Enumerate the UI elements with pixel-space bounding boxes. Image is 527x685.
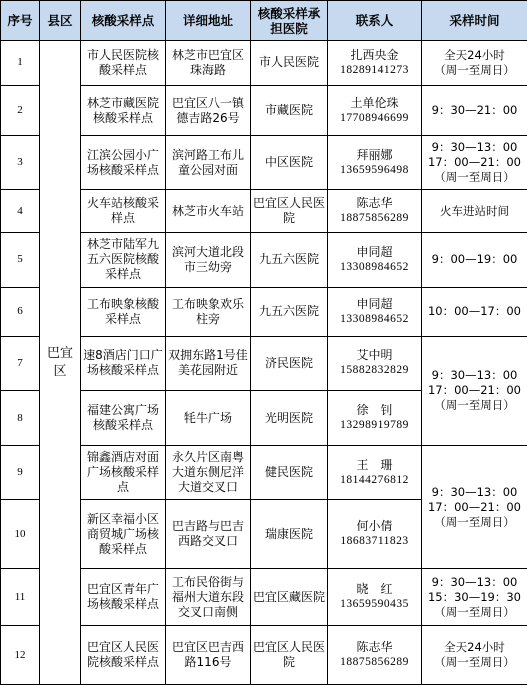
time-cell	[422, 446, 527, 569]
contact-cell	[328, 287, 422, 336]
contact-phone: 13298919789	[340, 419, 409, 432]
address-cell: 巴宜区八一镇德吉路26号	[166, 85, 251, 136]
contact-phone: 13308984652	[340, 260, 409, 273]
time-cell: 9：30—21：00	[422, 85, 527, 136]
address-cell: 工布民俗街与福州大道东段交叉口南侧	[166, 569, 251, 626]
row-idx: 12	[1, 626, 40, 685]
header-contact: 联系人	[328, 1, 422, 41]
contact-cell	[328, 190, 422, 233]
time-line: 9：30—13：00	[431, 368, 518, 383]
site-cell: 福建公寓广场核酸采样点	[81, 391, 166, 446]
header-county: 县区	[40, 1, 81, 41]
address-cell: 滨河大道北段市三幼旁	[166, 232, 251, 287]
time-line: （周一至周日）	[434, 655, 515, 669]
time-cell	[422, 136, 527, 190]
contact-phone: 18875856289	[340, 656, 409, 668]
row-idx: 4	[1, 190, 40, 233]
row-idx: 5	[1, 232, 40, 287]
address-cell: 永久片区南粤大道东侧尼洋大道交叉口	[166, 446, 251, 500]
hospital-cell: 巴宜区藏医院	[251, 569, 328, 626]
contact-cell	[328, 626, 422, 685]
site-cell: 火车站核酸采样点	[81, 190, 166, 233]
site-cell: 工布映象核酸采样点	[81, 287, 166, 336]
hospital-cell: 中区医院	[251, 136, 328, 190]
time-line: 9：30—13：00	[431, 140, 518, 155]
time-line: 17：00—21：00	[427, 383, 522, 398]
site-cell: 新区幸福小区商贸城广场核酸采样点	[81, 500, 166, 569]
hospital-cell: 济民医院	[251, 336, 328, 391]
time-line: 15：30—19：30	[427, 589, 522, 604]
site-cell: 林芝市藏医院核酸采样点	[81, 85, 166, 136]
time-line: （周一至周日）	[434, 170, 515, 185]
hospital-cell: 光明医院	[251, 391, 328, 446]
header-idx: 序号	[1, 1, 40, 41]
contact-name: 何小倩	[356, 519, 393, 534]
contact-phone: 13659590435	[340, 598, 409, 611]
address-cell: 巴宜区巴吉西路116号	[166, 626, 251, 685]
hospital-cell: 市人民医院	[251, 41, 328, 86]
time-cell	[422, 41, 527, 86]
time-cell: 9：00—19：00	[422, 232, 527, 287]
contact-name: 拜丽娜	[356, 147, 393, 162]
time-line: 全天24小时	[444, 640, 505, 654]
contact-name: 陈志华	[356, 640, 393, 654]
row-idx: 11	[1, 569, 40, 626]
site-cell: 林芝市陆军九五六医院核酸采样点	[81, 232, 166, 287]
address-cell: 滨河路工布儿童公园对面	[166, 136, 251, 190]
time-line: （周一至周日）	[434, 514, 515, 529]
contact-name: 扎西央金	[350, 47, 399, 62]
time-line: 17：00—21：00	[427, 499, 522, 514]
contact-phone: 18875856289	[340, 212, 409, 225]
header-time: 采样时间	[422, 1, 527, 41]
time-cell	[422, 336, 527, 446]
time-line: 9：30—13：00	[431, 484, 518, 499]
time-line: （周一至周日）	[434, 398, 515, 413]
address-cell: 工布映象欢乐柱旁	[166, 287, 251, 336]
address-cell: 巴吉路与巴吉西路交叉口	[166, 500, 251, 569]
contact-name: 晓 红	[356, 582, 393, 597]
hospital-cell: 市藏医院	[251, 85, 328, 136]
header-site: 核酸采样点	[81, 1, 166, 41]
address-cell: 林芝市巴宜区珠海路	[166, 41, 251, 86]
site-cell: 锦鑫酒店对面广场核酸采样点	[81, 446, 166, 500]
contact-cell	[328, 232, 422, 287]
contact-phone: 17708946699	[340, 111, 409, 124]
county-cell: 巴宜区	[40, 41, 81, 685]
header-hospital: 核酸采样承担医院	[251, 1, 328, 41]
contact-phone: 18683711823	[340, 535, 409, 548]
row-idx: 7	[1, 336, 40, 391]
contact-cell	[328, 85, 422, 136]
address-cell: 双拥东路1号佳美花园附近	[166, 336, 251, 391]
time-line: （周一至周日）	[434, 604, 515, 619]
time-cell	[422, 569, 527, 626]
address-cell: 林芝市火车站	[166, 190, 251, 233]
hospital-cell: 健民医院	[251, 446, 328, 500]
contact-cell	[328, 569, 422, 626]
contact-name: 土单伦珠	[350, 95, 399, 110]
row-idx: 3	[1, 136, 40, 190]
contact-phone: 13308984652	[340, 312, 409, 325]
row-idx: 9	[1, 446, 40, 500]
time-line: 全天24小时	[444, 47, 505, 62]
row-idx: 6	[1, 287, 40, 336]
contact-cell	[328, 500, 422, 569]
row-idx: 8	[1, 391, 40, 446]
contact-cell	[328, 446, 422, 500]
header-address: 详细地址	[166, 1, 251, 41]
site-cell: 速8酒店门口广场核酸采样点	[81, 336, 166, 391]
row-idx: 1	[1, 41, 40, 86]
time-cell: 10：00—17：00	[422, 287, 527, 336]
contact-phone: 15882832829	[340, 364, 409, 377]
site-cell: 巴宜区青年广场核酸采样点	[81, 569, 166, 626]
contact-name: 艾中明	[356, 348, 393, 363]
time-line: 9：30—13：00	[431, 574, 518, 589]
site-cell: 市人民医院核酸采样点	[81, 41, 166, 86]
contact-phone: 18144276812	[340, 473, 409, 486]
contact-name: 陈志华	[356, 196, 393, 211]
row-idx: 2	[1, 85, 40, 136]
hospital-cell: 巴宜区人民医院	[251, 626, 328, 685]
contact-cell	[328, 336, 422, 391]
hospital-cell: 九五六医院	[251, 232, 328, 287]
contact-cell	[328, 41, 422, 86]
contact-phone: 13659596498	[340, 163, 409, 176]
contact-name: 王 珊	[356, 457, 393, 472]
time-line: 17：00—21：00	[427, 155, 522, 170]
time-line: （周一至周日）	[434, 62, 515, 77]
hospital-cell: 巴宜区人民医院	[251, 190, 328, 233]
contact-name: 徐 钊	[356, 403, 393, 418]
contact-name: 申同超	[356, 244, 393, 259]
time-cell: 火车进站时间	[422, 190, 527, 233]
contact-cell	[328, 391, 422, 446]
site-cell: 江滨公园小广场核酸采样点	[81, 136, 166, 190]
row-idx: 10	[1, 500, 40, 569]
time-cell	[422, 626, 527, 685]
contact-cell	[328, 136, 422, 190]
hospital-cell: 九五六医院	[251, 287, 328, 336]
contact-phone: 18289141273	[340, 63, 409, 76]
contact-name: 申同超	[356, 296, 393, 311]
table-row	[1, 41, 527, 86]
site-cell: 巴宜区人民医院核酸采样点	[81, 626, 166, 685]
hospital-cell: 瑞康医院	[251, 500, 328, 569]
address-cell: 牦牛广场	[166, 391, 251, 446]
header-row	[1, 1, 527, 41]
